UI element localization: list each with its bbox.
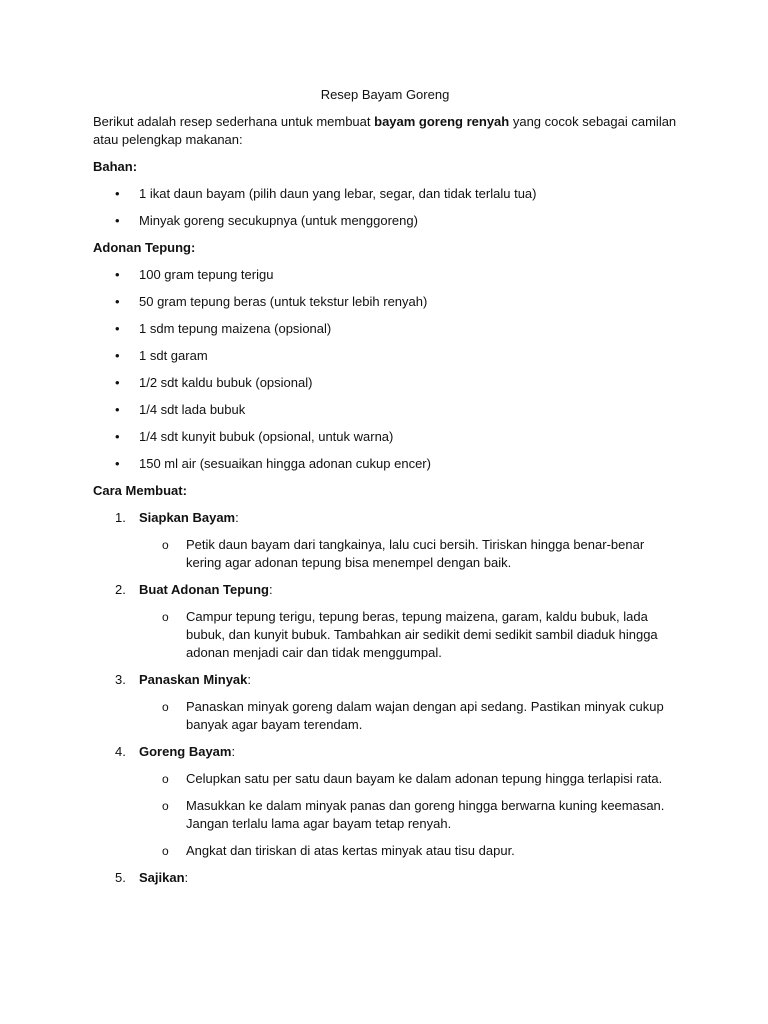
adonan-item-text: 1 sdt garam (139, 348, 208, 363)
adonan-item (93, 401, 677, 419)
step-sub-item (93, 842, 677, 860)
step-title-suffix: : (235, 510, 239, 525)
step-title: Buat Adonan Tepung (139, 582, 269, 597)
circle-bullet-icon: o (162, 700, 169, 714)
step-item (93, 581, 677, 662)
circle-bullet-icon: o (162, 772, 169, 786)
bahan-heading: Bahan: (93, 159, 138, 174)
bullet-icon: • (115, 429, 120, 444)
adonan-item-text: 1/4 sdt kunyit bubuk (opsional, untuk warna) (139, 429, 394, 444)
adonan-item (93, 266, 677, 284)
step-sub-item (93, 608, 677, 662)
step-heading (93, 581, 677, 599)
step-sub-text: Petik daun bayam dari tangkainya, lalu cuci bersih. Tiriskan hingga benar-benar kering agar adonan tepung bisa menempel dengan baik. (186, 537, 645, 570)
step-sub-text: Masukkan ke dalam minyak panas dan goreng hingga berwarna kuning keemasan. Jangan terlalu lama agar bayam tetap renyah. (186, 798, 665, 831)
step-sub-list (93, 536, 677, 572)
step-sub-item (93, 536, 677, 572)
circle-bullet-icon: o (162, 844, 169, 858)
circle-bullet-icon: o (162, 538, 169, 552)
bullet-icon: • (115, 321, 120, 336)
bullet-icon: • (115, 186, 120, 201)
step-sub-item (93, 797, 677, 833)
step-title: Siapkan Bayam (139, 510, 236, 525)
step-number: 3. (115, 672, 126, 687)
step-heading (93, 509, 677, 527)
step-heading (93, 671, 677, 689)
adonan-item-text: 150 ml air (sesuaikan hingga adonan cukup encer) (139, 456, 431, 471)
adonan-item (93, 428, 677, 446)
step-heading (93, 869, 677, 887)
adonan-item (93, 374, 677, 392)
circle-bullet-icon: o (162, 799, 169, 813)
adonan-item (93, 347, 677, 365)
step-number: 4. (115, 744, 126, 759)
bullet-icon: • (115, 267, 120, 282)
bullet-icon: • (115, 456, 120, 471)
step-sub-text: Campur tepung terigu, tepung beras, tepung maizena, garam, kaldu bubuk, lada bubuk, dan kunyit bubuk. Tambahkan air sedikit demi sedikit sambil diaduk hingga adonan menjadi cair dan tidak menggumpal. (186, 609, 658, 660)
adonan-list (93, 266, 677, 473)
intro-text-before: Berikut adalah resep sederhana untuk membuat (93, 114, 375, 129)
intro-text-after: yang cocok sebagai camilan atau pelengkap makanan: (93, 114, 677, 147)
intro-paragraph (93, 113, 677, 149)
bullet-icon: • (115, 348, 120, 363)
step-sub-text: Celupkan satu per satu daun bayam ke dalam adonan tepung hingga terlapisi rata. (186, 771, 663, 786)
bullet-icon: • (115, 213, 120, 228)
step-number: 1. (115, 510, 126, 525)
adonan-item (93, 320, 677, 338)
adonan-heading: Adonan Tepung: (93, 240, 196, 255)
intro-text-bold: bayam goreng renyah (374, 114, 510, 129)
step-heading (93, 743, 677, 761)
step-sub-list (93, 698, 677, 734)
step-number: 2. (115, 582, 126, 597)
step-title-suffix: : (184, 870, 189, 885)
step-item (93, 509, 677, 572)
step-sub-text: Angkat dan tiriskan di atas kertas minyak atau tisu dapur. (186, 843, 515, 858)
step-title: Panaskan Minyak (139, 672, 248, 687)
step-title: Sajikan (139, 870, 185, 885)
step-title-suffix: : (231, 744, 236, 759)
cara-heading: Cara Membuat: (93, 483, 187, 498)
document-title: Resep Bayam Goreng (320, 87, 450, 102)
bullet-icon: • (115, 402, 120, 417)
adonan-item-text: 1/4 sdt lada bubuk (139, 402, 246, 417)
step-sub-text: Panaskan minyak goreng dalam wajan dengan api sedang. Pastikan minyak cukup banyak agar bayam terendam. (186, 699, 664, 732)
step-sub-item (93, 770, 677, 788)
adonan-item-text: 1 sdm tepung maizena (opsional) (139, 321, 332, 336)
document-page (93, 86, 677, 896)
step-number: 5. (115, 870, 126, 885)
step-item (93, 869, 677, 887)
bahan-item (93, 212, 677, 230)
step-title-suffix: : (247, 672, 252, 687)
steps-list (93, 509, 677, 887)
step-item (93, 671, 677, 734)
step-sub-list (93, 770, 677, 860)
adonan-item (93, 455, 677, 473)
adonan-item-text: 100 gram tepung terigu (139, 267, 274, 282)
adonan-item-text: 1/2 sdt kaldu bubuk (opsional) (139, 375, 313, 390)
step-title-suffix: : (268, 582, 273, 597)
bullet-icon: • (115, 375, 120, 390)
step-sub-item (93, 698, 677, 734)
bahan-list (93, 185, 677, 230)
bullet-icon: • (115, 294, 120, 309)
adonan-item-text: 50 gram tepung beras (untuk tekstur lebih renyah) (139, 294, 428, 309)
bahan-item-text: 1 ikat daun bayam (pilih daun yang lebar, segar, dan tidak terlalu tua) (139, 186, 537, 201)
circle-bullet-icon: o (162, 610, 169, 624)
adonan-item (93, 293, 677, 311)
step-item (93, 743, 677, 860)
bahan-item (93, 185, 677, 203)
step-title: Goreng Bayam (139, 744, 232, 759)
bahan-item-text: Minyak goreng secukupnya (untuk menggoreng) (139, 213, 418, 228)
step-sub-list (93, 608, 677, 662)
